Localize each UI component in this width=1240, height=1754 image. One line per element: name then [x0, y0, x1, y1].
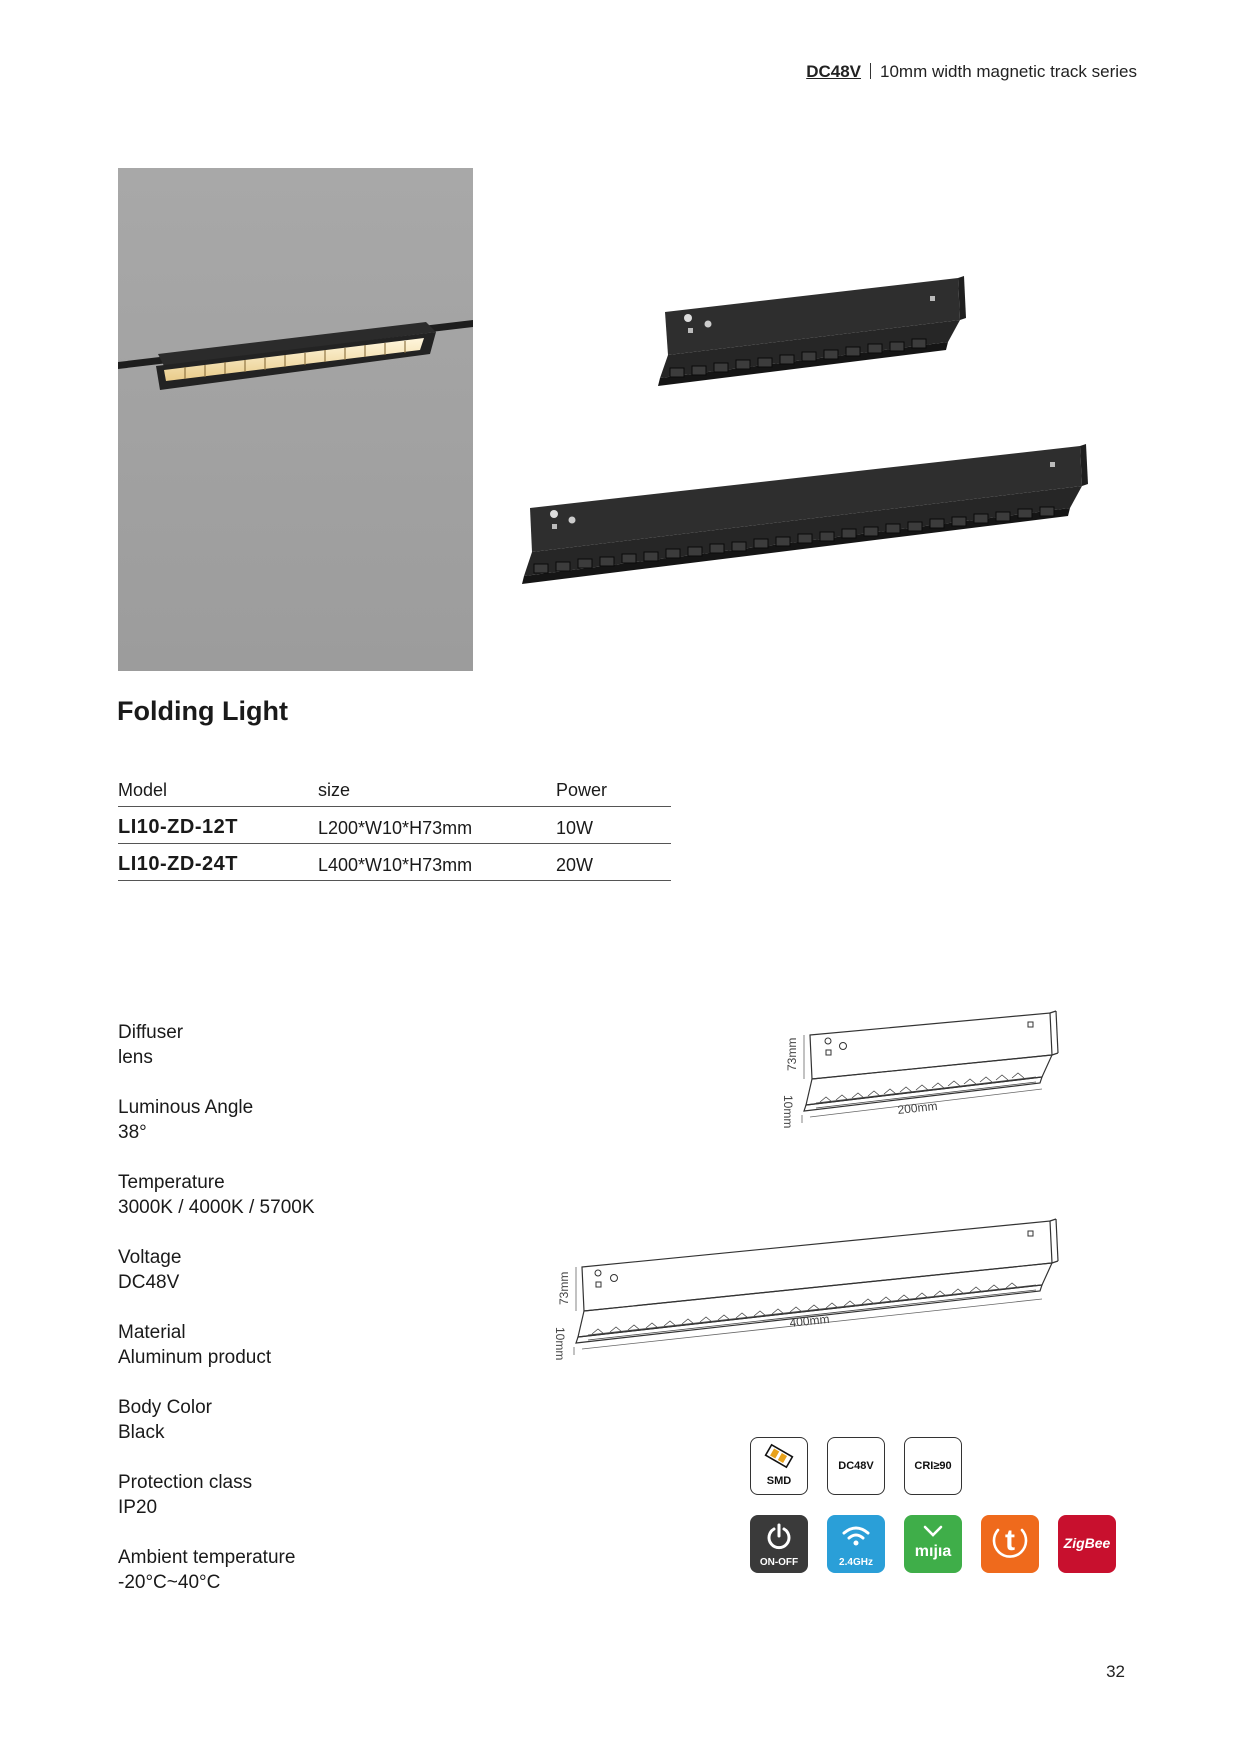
size-cell: L400*W10*H73mm [318, 844, 556, 881]
mijia-badge [904, 1515, 962, 1573]
tuya-badge [981, 1515, 1039, 1573]
attribute-value: DC48V [118, 1272, 180, 1293]
attribute-value: IP20 [118, 1497, 158, 1518]
power-cell: 20W [556, 844, 671, 881]
line-drawing-large [550, 1215, 1080, 1375]
on-off-label: ON-OFF [759, 1557, 799, 1568]
header-series: DC48V [806, 62, 862, 81]
table-row [118, 807, 671, 844]
attribute-value: Black [118, 1422, 165, 1443]
product-renders [520, 260, 1100, 620]
mijia-icon [923, 1523, 943, 1539]
attribute-body-color [118, 1395, 315, 1445]
line-drawing-small [780, 1005, 1080, 1135]
smd-badge [750, 1437, 808, 1495]
tuya-label: t [1005, 1524, 1015, 1557]
zigbee-badge [1058, 1515, 1116, 1573]
column-header-power: Power [556, 776, 671, 807]
smd-label: SMD [766, 1475, 792, 1487]
size-cell: L200*W10*H73mm [318, 807, 556, 844]
attribute-protection-class [118, 1470, 315, 1520]
table-header-row [118, 776, 671, 807]
cri-badge [904, 1437, 962, 1495]
attribute-label: Voltage [118, 1247, 182, 1268]
large-fixture-render [522, 444, 1088, 584]
header-title: 10mm width magnetic track series [880, 62, 1137, 81]
length-label: 400mm [788, 1311, 831, 1330]
power-cell: 10W [556, 807, 671, 844]
product-render-illustration [520, 260, 1100, 620]
attribute-label: Body Color [118, 1397, 212, 1418]
voltage-badge-label: DC48V [838, 1460, 874, 1472]
attribute-label: Ambient temperature [118, 1547, 296, 1568]
attribute-label: Material [118, 1322, 186, 1343]
attribute-luminous-angle [118, 1095, 315, 1145]
attribute-material [118, 1320, 315, 1370]
wifi-badge [827, 1515, 885, 1573]
product-title: Folding Light [117, 696, 288, 726]
model-cell: LI10-ZD-24T [118, 844, 318, 881]
voltage-badge [827, 1437, 885, 1495]
attribute-voltage [118, 1245, 315, 1295]
width-label: 10mm [553, 1327, 567, 1361]
attribute-label: Diffuser [118, 1022, 184, 1043]
attribute-label: Luminous Angle [118, 1097, 254, 1118]
attribute-value: 3000K / 4000K / 5700K [118, 1197, 315, 1218]
attribute-value: Aluminum product [118, 1347, 272, 1368]
cri-badge-label: CRI≥90 [914, 1460, 952, 1472]
dimension-diagram-400 [550, 1215, 1080, 1375]
attribute-temperature [118, 1170, 315, 1220]
height-label: 73mm [785, 1037, 799, 1071]
length-label: 200mm [896, 1098, 939, 1117]
on-off-badge [750, 1515, 808, 1573]
installation-illustration [118, 168, 473, 671]
page-header [806, 62, 1137, 82]
table-row [118, 844, 671, 881]
dimension-diagram-200 [780, 1005, 1080, 1135]
model-cell: LI10-ZD-12T [118, 807, 318, 844]
attribute-label: Protection class [118, 1472, 253, 1493]
column-header-size: size [318, 776, 556, 807]
page-number: 32 [1106, 1662, 1125, 1681]
header-divider [870, 63, 871, 79]
attribute-ambient-temperature [118, 1545, 315, 1595]
spec-table [118, 776, 671, 881]
attribute-list [118, 1020, 315, 1620]
attribute-label: Temperature [118, 1172, 225, 1193]
height-label: 73mm [557, 1271, 571, 1305]
width-label: 10mm [781, 1095, 795, 1129]
smd-chip-icon [764, 1443, 794, 1469]
attribute-diffuser [118, 1020, 315, 1070]
zigbee-label: ZigBee [1063, 1535, 1111, 1551]
attribute-value: lens [118, 1047, 153, 1068]
wifi-label: 2.4GHz [839, 1557, 873, 1568]
power-icon [765, 1522, 793, 1550]
mijia-label: mıjıa [914, 1543, 952, 1560]
small-fixture-render [658, 276, 966, 386]
column-header-model: Model [118, 776, 318, 807]
wifi-icon [841, 1524, 871, 1548]
installation-photo [118, 168, 473, 671]
attribute-value: 38° [118, 1122, 147, 1143]
attribute-value: -20°C~40°C [118, 1572, 221, 1593]
